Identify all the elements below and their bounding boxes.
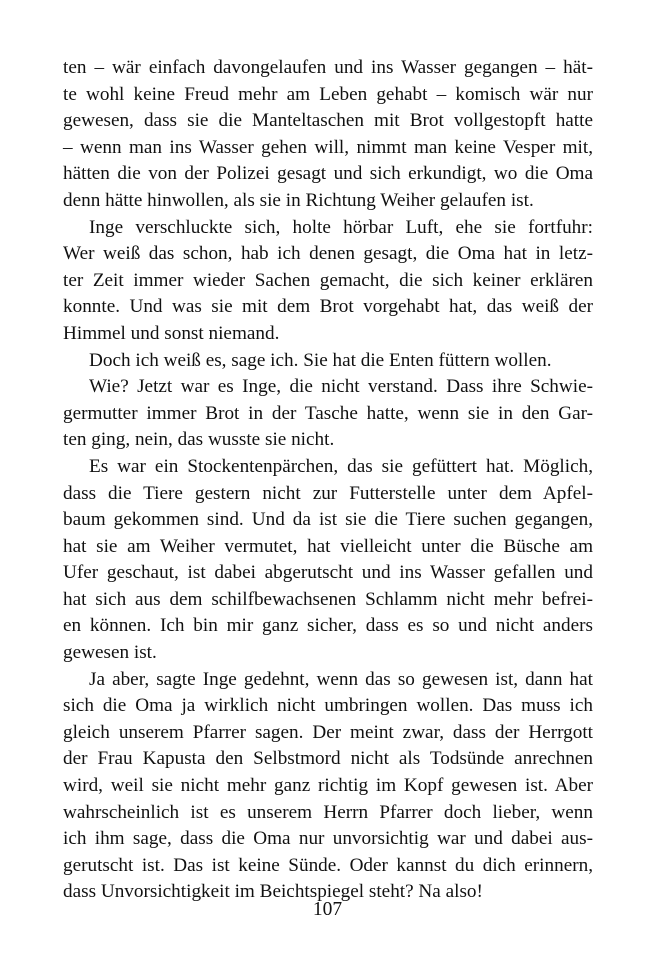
text-line: Wie? Jetzt war es Inge, die nicht verstand. Dass ihre Schwie- — [89, 376, 593, 398]
text-line: hat sie am Weiher vermutet, hat vielleicht unter die Büsche am — [63, 535, 593, 557]
text-line: hätten die von der Polizei gesagt und sich erkundigt, wo die Oma — [63, 163, 593, 185]
text-line: Es war ein Stockentenpärchen, das sie gefüttert hat. Möglich, — [89, 455, 593, 477]
text-line: te wohl keine Freud mehr am Leben gehabt – komisch wär nur — [63, 83, 593, 105]
text-line: gerutscht ist. Das ist keine Sünde. Oder kannst du dich erinnern, — [63, 854, 593, 876]
text-line: der Frau Kapusta den Selbstmord nicht als Todsünde anrechnen — [63, 748, 593, 770]
text-line: gewesen, dass sie die Manteltaschen mit Brot vollgestopft hatte — [63, 110, 593, 132]
text-line: hat sich aus dem schilfbewachsenen Schlamm nicht mehr befrei- — [63, 588, 593, 610]
text-line: wird, weil sie nicht mehr ganz richtig im Kopf gewesen ist. Aber — [63, 775, 593, 797]
body-text — [63, 55, 593, 906]
text-line: wahrscheinlich ist es unserem Herrn Pfarrer doch lieber, wenn — [63, 801, 593, 823]
text-line: Ja aber, sagte Inge gedehnt, wenn das so gewesen ist, dann hat — [89, 668, 593, 690]
text-line: denn hätte hinwollen, als sie in Richtung Weiher gelaufen ist. — [63, 189, 534, 211]
page-number: 107 — [312, 899, 343, 920]
text-line: konnte. Und was sie mit dem Brot vorgehabt hat, das weiß der — [63, 296, 593, 318]
text-line: gewesen ist. — [63, 642, 157, 664]
text-line: gleich unserem Pfarrer sagen. Der meint zwar, dass der Herrgott — [63, 721, 593, 743]
text-line: Ufer geschaut, ist dabei abgerutscht und ins Wasser gefallen und — [63, 562, 593, 584]
text-line: dass die Tiere gestern nicht zur Futterstelle unter dem Apfel- — [63, 482, 593, 504]
text-line: – wenn man ins Wasser gehen will, nimmt man keine Vesper mit, — [63, 136, 593, 158]
text-line: Himmel und sonst niemand. — [63, 322, 280, 344]
text-line: en können. Ich bin mir ganz sicher, dass es so und nicht anders — [63, 615, 593, 637]
text-line: sich die Oma ja wirklich nicht umbringen wollen. Das muss ich — [63, 695, 593, 717]
text-line: ten – wär einfach davongelaufen und ins Wasser gegangen – hät- — [63, 57, 593, 78]
text-line: Inge verschluckte sich, holte hörbar Luft, ehe sie fortfuhr: — [89, 216, 593, 238]
text-line: baum gekommen sind. Und da ist sie die Tiere suchen gegangen, — [63, 509, 593, 531]
text-line: Wer weiß das schon, hab ich denen gesagt, die Oma hat in letz- — [63, 243, 593, 265]
text-line: Doch ich weiß es, sage ich. Sie hat die Enten füttern wollen. — [89, 349, 552, 371]
text-line: ich ihm sage, dass die Oma nur unvorsichtig war und dabei aus- — [63, 828, 593, 850]
text-line: ter Zeit immer wieder Sachen gemacht, die sich keiner erklären — [63, 269, 593, 291]
text-line: germutter immer Brot in der Tasche hatte, wenn sie in den Gar- — [63, 402, 593, 424]
text-line: ten ging, nein, das wusste sie nicht. — [63, 429, 335, 451]
text-line: dass Unvorsichtigkeit im Beichtspiegel steht? Na also! — [63, 881, 483, 903]
